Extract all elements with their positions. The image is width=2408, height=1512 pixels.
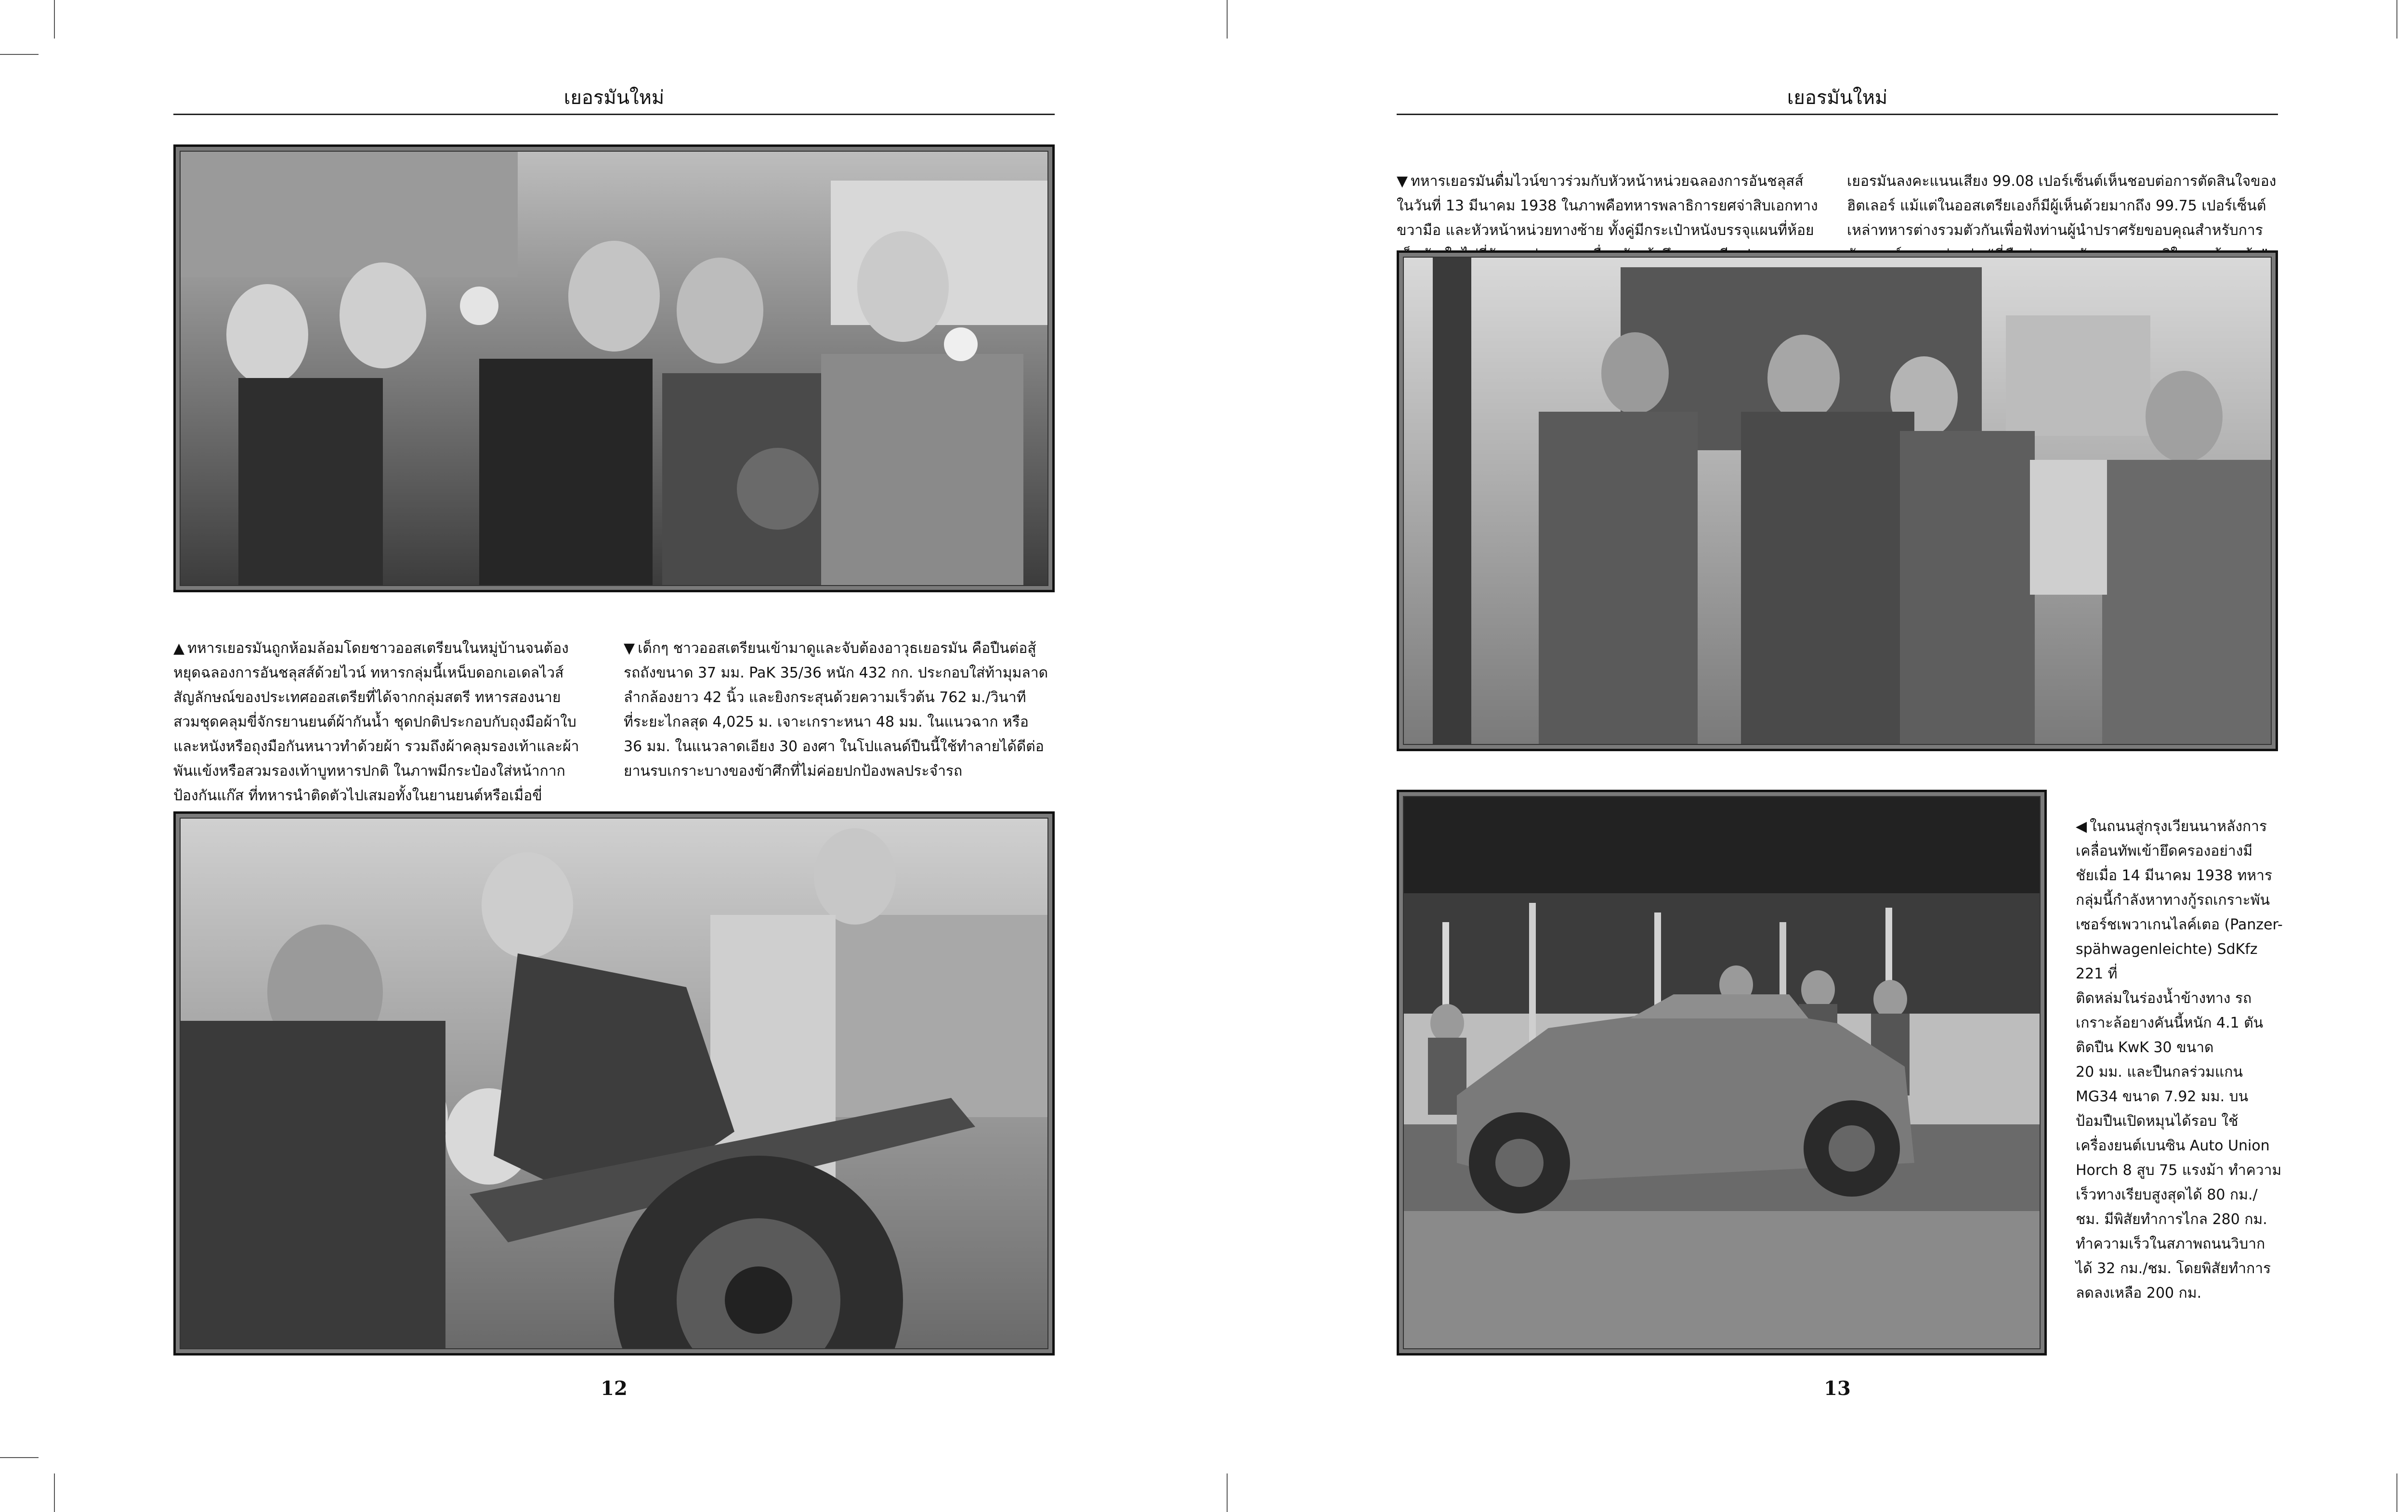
running-header: เยอรมันใหม่ <box>563 87 665 109</box>
header-rule <box>1397 114 2278 115</box>
photo-children-with-antitank-gun-image <box>181 819 1047 1348</box>
crop-mark <box>54 1473 55 1512</box>
crop-mark <box>54 0 55 39</box>
photo-children-with-antitank-gun <box>173 811 1055 1356</box>
photo-armored-car-in-ditch-image <box>1404 797 2040 1348</box>
caption-armored-car <box>2076 790 2288 1305</box>
crop-mark <box>0 1457 39 1458</box>
photo-soldiers-celebrating-with-villagers-image <box>181 152 1047 585</box>
caption-soldiers-drinking-part1 <box>1397 144 1830 267</box>
photo-soldiers-celebrating-with-villagers <box>173 144 1055 592</box>
photo-armored-car-in-ditch <box>1397 790 2047 1356</box>
caption-soldiers-drinking-part2 <box>1847 144 2280 267</box>
down-triangle-icon: ▼ <box>624 640 635 657</box>
crop-mark <box>2396 0 2397 39</box>
caption-children-antitank-gun <box>624 612 1057 783</box>
photo-soldiers-drinking-wine-image <box>1404 258 2271 744</box>
down-triangle-icon: ▼ <box>1397 173 1408 190</box>
crop-mark <box>1227 0 1228 39</box>
caption-text: ทหารเยอรมันดื่มไวน์ขาวร่วมกับหัวหน้าหน่วยฉลองการอันชลุสส์ ในวันที่ 13 มีนาคม 1938 ในภาพคือทหารพลาธิการยศจ่าสิบเอกทาง ขวามือ และหัวหน้าหน่วยทางซ้าย ทั้งคู่มีกระเป๋าหนังบรรจุแผนที่ห้อย <box>1397 173 1818 239</box>
crop-mark <box>1227 1473 1228 1512</box>
left-triangle-icon: ◀ <box>2076 818 2087 835</box>
caption-text: เยอรมันลงคะแนนเสียง 99.08 เปอร์เซ็นต์เห็นชอบต่อการตัดสินใจของ ฮิตเลอร์ แม้แต่ในออสเตรียเองก็มีผู้เห็นด้วยมากถึง 99.75 เปอร์เซ็นต์ เหล่าทหารต่างรวมตัวกันเพื่อฟังท่านผู้นำปราศรัยขอบคุณสำหรับการ <box>1847 173 2277 239</box>
page-number: 13 <box>1824 1377 1851 1400</box>
caption-soldiers-celebrating <box>173 612 607 833</box>
up-triangle-icon: ▲ <box>173 640 185 657</box>
page-number: 12 <box>601 1377 628 1400</box>
caption-text: ทหารเยอรมันถูกห้อมล้อมโดยชาวออสเตรียนในหมู่บ้านจนต้อง หยุดฉลองการอันชลุสส์ด้วยไวน์ ทหารกลุ่มนี้เหน็บดอกเอเดลไวส์ สัญลักษณ์ของประเทศออสเตรียที่ได้จากกลุ่มสตรี ทหารสองนาย สวมชุดคลุมขี่จักรยานยนต์ผ้ากันน้ำ ชุดปกติประกอบกับถุงมือผ้าใบ และหนังหรือถุงมือกันหนาวทำด้วยผ้า รวมถึงผ้าคลุมรองเท้าและผ้า พันแข้งหรือสวมรองเท้าบูทหารปกติ ในภาพมีกระป๋องใส่หน้ากาก ป้องกันแก๊ส ที่ทหารนำติดตัวไปเสมอทั้งในยานยนต์หรือเมื่อขี่ <box>173 640 579 804</box>
crop-mark <box>2396 1473 2397 1512</box>
crop-mark <box>0 54 39 55</box>
running-header: เยอรมันใหม่ <box>1787 87 1888 109</box>
photo-soldiers-drinking-wine <box>1397 250 2278 751</box>
caption-text: ในถนนสู่กรุงเวียนนาหลังการ เคลื่อนทัพเข้ายึดครองอย่างมี ชัยเมื่อ 14 มีนาคม 1938 ทหาร กลุ่มนี้กำลังหาทางกู้รถเกราะพัน เซอร์ชเพวาเกนไลค์เตอ (Panzer- spähwagenleichte) SdKfz 221 ที่ ติดหล่มในร่องน้ำข้างทาง รถ เกราะล้อยางคันนี้หนัก 4.1 ตัน ติดปืน KwK 30 ขนาด 20 มม. และปืนกลร่วมแกน MG34 ขนาด 7.92 มม. บน ป้อมปืนเปิดหมุนได้รอบ ใช้ เครื่องยนต์เบนซิน Auto Union Horch 8 สูบ 75 แรงม้า ทำความ เร็วทางเรียบสูงสุดได้ 80 กม./ ชม. มีพิสัยทำการไกล 280 กม. ทำความเร็วในสภาพถนนวิบาก ได้ 32 กม./ชม. โดยพิสัยทำการ ลดลงเหลือ 200 กม. <box>2076 818 2283 1302</box>
caption-text: เด็กๆ ชาวออสเตรียนเข้ามาดูและจับต้องอาวุธเยอรมัน คือปืนต่อสู้ รถถังขนาด 37 มม. PaK 35/36 หนัก 432 กก. ประกอบใส่ท้ามุมลาด ลำกล้องยาว 42 นิ้ว และยิงกระสุนด้วยความเร็วต้น 762 ม./วินาที ที่ระยะไกลสุด 4,025 ม. เจาะเกราะหนา 48 มม. ในแนวฉาก หรือ 36 มม. ในแนวลาดเอียง 30 องศา ในโปแลนด์ปืนนี้ใช้ทำลายได้ดีต่อ ยานรบเกราะบางของข้าศึกที่ไม่ค่อยปกป้องพลประจำรถ <box>624 640 1048 780</box>
header-rule <box>173 114 1055 115</box>
